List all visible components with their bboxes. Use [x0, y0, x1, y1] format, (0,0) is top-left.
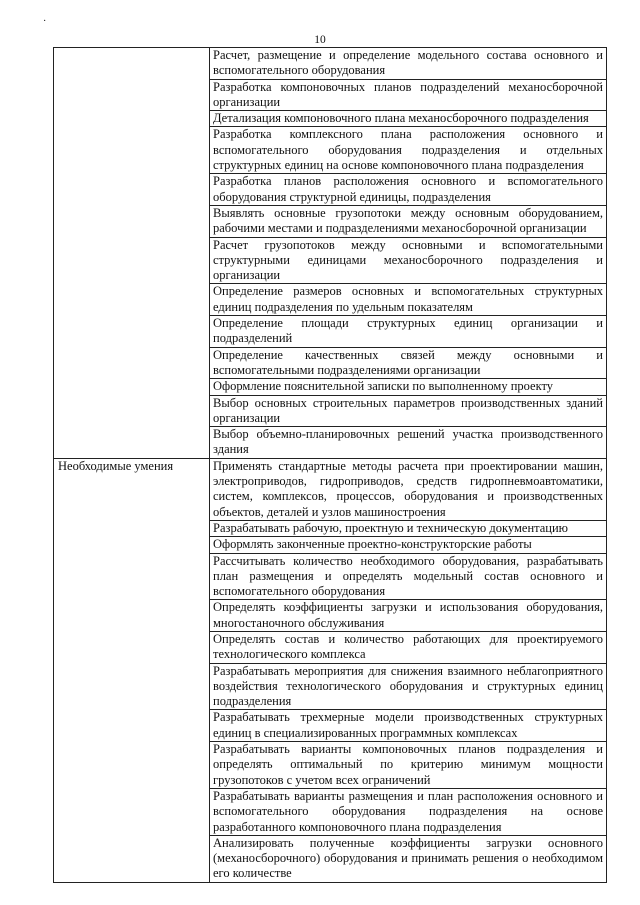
list-item: Расчет грузопотоков между основными и вспомогательными структурными единицами механосборочного подразделения и организации [210, 237, 606, 284]
list-item: Определять состав и количество работающих для проектируемого технологического комплекса [210, 631, 606, 663]
list-item: Определение размеров основных и вспомогательных структурных единиц подразделения по удельным показателям [210, 283, 606, 315]
list-item: Выбор основных строительных параметров производственных зданий организации [210, 395, 606, 427]
page-number: 10 [314, 34, 326, 46]
list-item: Детализация компоновочного плана механосборочного подразделения [210, 110, 606, 126]
list-item: Разрабатывать варианты размещения и план расположения основного и вспомогательного оборудования подразделения на основе разработанного компоновочного плана подразделения [210, 788, 606, 835]
list-item: Анализировать полученные коэффициенты загрузки основного (механосборочного) оборудования и принимать решения о необходимом его количестве [210, 835, 606, 882]
list-item: Разработка компоновочных планов подразделений механосборочной организации [210, 79, 606, 111]
corner-mark: · [43, 16, 47, 27]
list-item: Оформлять законченные проектно-конструкторские работы [210, 536, 606, 552]
list-item: Рассчитывать количество необходимого оборудования, разрабатывать план размещения и определять модельный состав основного и вспомогательного оборудования [210, 553, 606, 600]
list-item: Разработка планов расположения основного и вспомогательного оборудования структурной единицы, подразделения [210, 173, 606, 205]
list-item: Разрабатывать рабочую, проектную и техническую документацию [210, 520, 606, 536]
list-item: Выявлять основные грузопотоки между основным оборудованием, рабочими местами и подразделениями механосборочной организации [210, 205, 606, 237]
items-cell-skills [210, 458, 607, 882]
list-item: Применять стандартные методы расчета при проектировании машин, электроприводов, гидроприводов, средств гидропневмоавтоматики, систем, комплексов, процессов, оборудования и производственных объектов, деталей и узлов машиностроения [213, 458, 603, 519]
list-item: Определять коэффициенты загрузки и использования оборудования, многостаночного обслуживания [210, 599, 606, 631]
list-item: Оформление пояснительной записки по выполненному проекту [210, 378, 606, 394]
list-item: Разрабатывать трехмерные модели производственных структурных единиц в специализированных программных комплексах [210, 709, 606, 741]
list-item: Разрабатывать мероприятия для снижения взаимного неблагоприятного воздействия технологического оборудования и структурных единиц подразделения [210, 663, 606, 710]
row-label-skills [54, 458, 210, 882]
items-cell-knowledge [210, 48, 607, 459]
row-label-knowledge [54, 48, 210, 459]
row-label-text: Необходимые умения [58, 458, 174, 473]
list-item: Определение качественных связей между основными и вспомогательными подразделениями организации [210, 347, 606, 379]
list-item: Выбор объемно-планировочных решений участка производственного здания [210, 426, 606, 458]
list-item: Разрабатывать варианты компоновочных планов подразделения и определять оптимальный по критерию минимум мощности грузопотоков с учетом всех ограничений [210, 741, 606, 788]
requirements-table [53, 47, 607, 883]
list-item: Расчет, размещение и определение модельного состава основного и вспомогательного оборудования [213, 48, 603, 78]
list-item: Определение площади структурных единиц организации и подразделений [210, 315, 606, 347]
list-item: Разработка комплексного плана расположения основного и вспомогательного оборудования подразделения и отдельных структурных единиц на основе компоновочного плана подразделения [210, 126, 606, 173]
table-row-knowledge [54, 48, 607, 459]
table-row-skills [54, 458, 607, 882]
